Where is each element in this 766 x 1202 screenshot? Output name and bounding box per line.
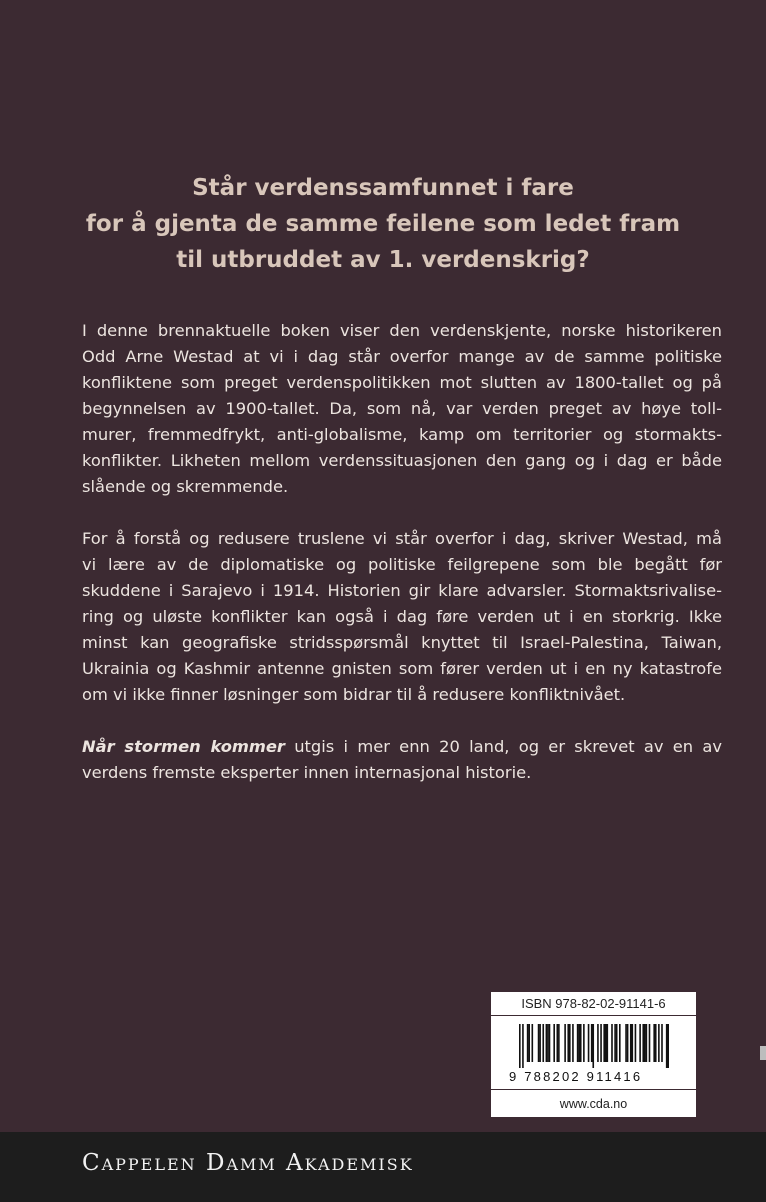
text-line: ring og uløste konflikter kan også i dag føre verden ut i en storkrig. Ikke xyxy=(82,607,722,626)
barcode-bar xyxy=(597,1024,599,1062)
barcode-bar xyxy=(625,1024,627,1062)
barcode-bar xyxy=(564,1024,566,1062)
blurb-text xyxy=(82,318,722,812)
text-line: Ukrainia og Kashmir antenne gnisten som fører verden ut i en ny katastrofe xyxy=(82,659,722,678)
barcode-bar xyxy=(522,1024,524,1068)
closing-text: utgis i mer enn 20 land, og er skrevet av en av xyxy=(284,737,723,756)
text-line: Odd Arne Westad at vi i dag står overfor mange av de samme politiske xyxy=(82,347,722,366)
barcode-bar xyxy=(578,1024,580,1062)
barcode-bar xyxy=(667,1024,669,1068)
barcode-bar xyxy=(567,1024,569,1062)
barcode-bar xyxy=(607,1024,609,1062)
headline-line: til utbruddet av 1. verdenskrig? xyxy=(176,247,590,273)
barcode-icon xyxy=(519,1024,669,1068)
book-title-inline: Når stormen kommer xyxy=(82,737,285,756)
barcode-bar xyxy=(600,1024,602,1062)
cover-headline xyxy=(40,170,726,278)
barcode-bar xyxy=(655,1024,657,1062)
barcode-bar xyxy=(591,1024,593,1062)
barcode-bar xyxy=(569,1024,571,1062)
headline-line: Står verdenssamfunnet i fare xyxy=(192,175,574,201)
text-line: slående og skremmende. xyxy=(82,477,289,496)
barcode-bar xyxy=(528,1024,530,1062)
barcode-bar xyxy=(577,1024,579,1062)
barcode-bar xyxy=(661,1024,663,1062)
barcode-bar xyxy=(666,1024,668,1068)
barcode-bar xyxy=(642,1024,644,1062)
barcode-bar xyxy=(592,1024,594,1068)
barcode-bar xyxy=(649,1024,651,1062)
publisher-footer xyxy=(0,1132,766,1202)
barcode-bar xyxy=(546,1024,548,1062)
text-line: begynnelsen av 1900-tallet. Da, som nå, var verden preget av høye toll- xyxy=(82,399,722,418)
barcode-bar xyxy=(553,1024,555,1062)
barcode-bar xyxy=(542,1024,544,1062)
text-line: om vi ikke finner løsninger som bidrar til å redusere konfliktnivået. xyxy=(82,685,626,704)
isbn-digits: 9 788202 911416 xyxy=(509,1069,643,1084)
blurb-paragraph-2 xyxy=(82,526,722,708)
text-line: minst kan geografiske stridsspørsmål knyttet til Israel-Palestina, Taiwan, xyxy=(82,633,722,652)
barcode-bar xyxy=(646,1024,648,1062)
barcode-bar xyxy=(588,1024,590,1062)
barcode-bar xyxy=(653,1024,655,1062)
barcode-bar xyxy=(549,1024,551,1062)
isbn-barcode-block xyxy=(491,992,696,1117)
barcode-bar xyxy=(603,1024,605,1062)
edge-mark xyxy=(760,1046,766,1060)
barcode-bar xyxy=(532,1024,534,1062)
barcode-bar xyxy=(539,1024,541,1062)
barcode-bar xyxy=(572,1024,574,1062)
text-line: For å forstå og redusere truslene vi står overfor i dag, skriver Westad, må xyxy=(82,529,722,548)
publisher-url: www.cda.no xyxy=(491,1089,696,1117)
barcode-bar xyxy=(658,1024,660,1062)
barcode-bar xyxy=(558,1024,560,1062)
text-line: vi lære av de diplomatiske og politiske feilgrepene som ble begått før xyxy=(82,555,722,574)
text-line xyxy=(82,734,722,760)
barcode-bar xyxy=(632,1024,634,1062)
barcode-bar xyxy=(538,1024,540,1062)
barcode-bar xyxy=(527,1024,529,1062)
barcode-bar xyxy=(605,1024,607,1062)
isbn-label: ISBN 978-82-02-91141-6 xyxy=(491,992,696,1016)
text-line: konfliktene som preget verdenspolitikken mot slutten av 1800-tallet og på xyxy=(82,373,722,392)
barcode-bar xyxy=(635,1024,637,1062)
text-line: I denne brennaktuelle boken viser den verdenskjente, norske historikeren xyxy=(82,321,722,340)
blurb-paragraph-1 xyxy=(82,318,722,500)
barcode-bar xyxy=(616,1024,618,1062)
barcode-bar xyxy=(627,1024,629,1062)
headline-line: for å gjenta de samme feilene som ledet fram xyxy=(85,211,681,237)
barcode-bar xyxy=(580,1024,582,1062)
text-line: skuddene i Sarajevo i 1914. Historien gir klare advarsler. Stormaktsrivalise- xyxy=(82,581,722,600)
barcode-bar xyxy=(557,1024,559,1062)
barcode-bar xyxy=(611,1024,613,1062)
text-line: murer, fremmedfrykt, anti-globalisme, kamp om territorier og stormakts- xyxy=(82,425,722,444)
publisher-name: Cappelen Damm Akademisk xyxy=(82,1150,414,1176)
barcode-bar xyxy=(644,1024,646,1062)
barcode-bar xyxy=(639,1024,641,1062)
barcode-bar xyxy=(614,1024,616,1062)
barcode-bar xyxy=(519,1024,521,1068)
text-line: verdens fremste eksperter innen internasjonal historie. xyxy=(82,763,532,782)
blurb-paragraph-3 xyxy=(82,734,722,786)
barcode xyxy=(491,1016,696,1088)
barcode-bar xyxy=(630,1024,632,1062)
barcode-bar xyxy=(583,1024,585,1062)
barcode-bar xyxy=(547,1024,549,1062)
barcode-bar xyxy=(619,1024,621,1062)
text-line: konflikter. Likheten mellom verdenssituasjonen den gang og i dag er både xyxy=(82,451,722,470)
